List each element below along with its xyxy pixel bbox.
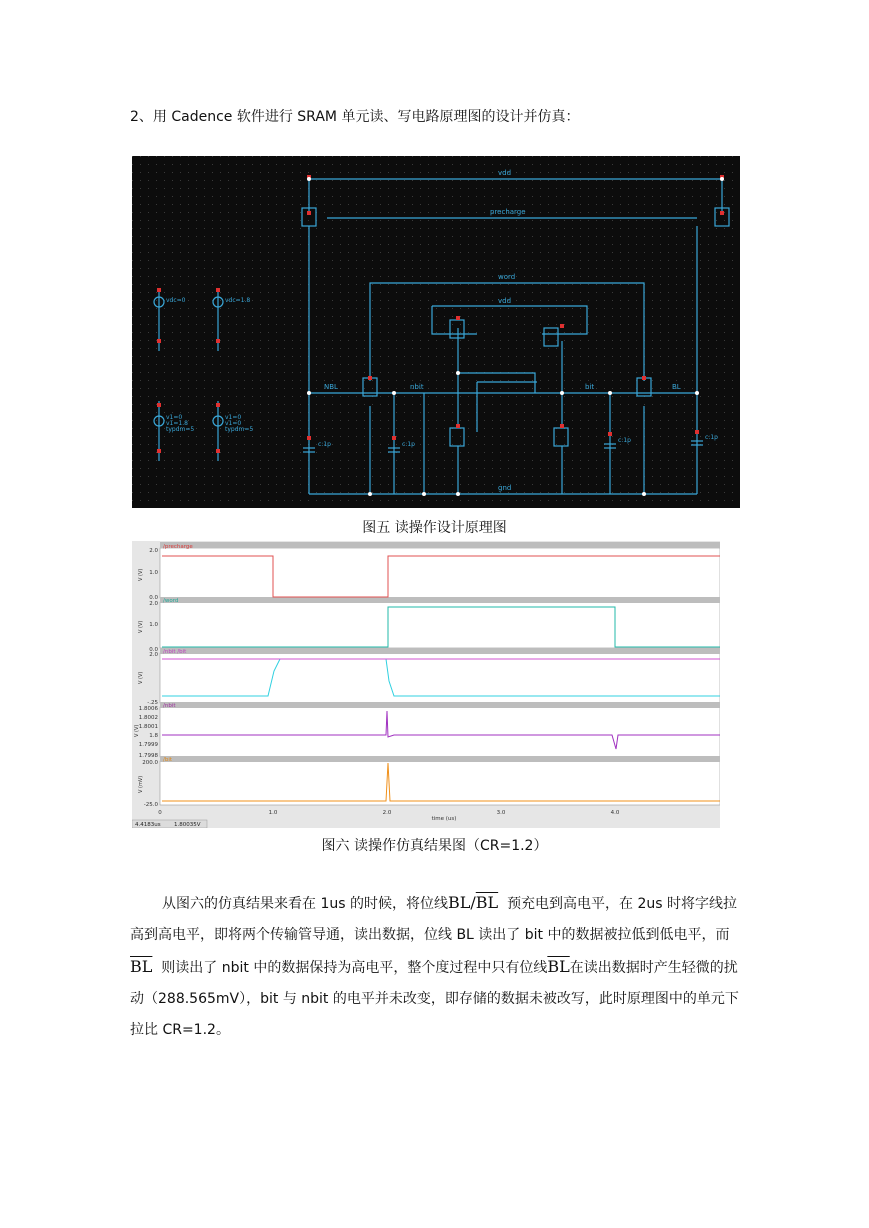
figure5-caption: 图五 读操作设计原理图: [362, 520, 507, 536]
svg-text:1.0: 1.0: [149, 570, 158, 576]
cap-label-3: c:1p: [618, 437, 631, 444]
svg-text:V (V): V (V): [138, 568, 144, 581]
blbar-symbol: $\overline{BL}$: [475, 893, 499, 912]
svg-text:1.8001: 1.8001: [138, 724, 158, 730]
bl-symbol: BL: [447, 893, 471, 912]
svg-text:0.0: 0.0: [149, 595, 158, 601]
xtick-2: 2.0: [382, 810, 392, 816]
schematic-canvas: [132, 156, 740, 508]
svg-text:V (V): V (V): [134, 724, 140, 737]
source-precharge-label-2: v1=1.8: [166, 420, 188, 427]
svg-text:1.7999: 1.7999: [138, 742, 158, 748]
cap-label-2: c:1p: [402, 441, 415, 448]
legend-precharge: /precharge: [163, 544, 193, 550]
para-text-1: 从图六的仿真结果来看在 1us 的时候，将位线: [162, 896, 448, 912]
status-time: 4.4183us: [135, 822, 161, 828]
net-label-nbl: NBL: [324, 383, 338, 391]
legend-nbit: /nbit: [163, 703, 176, 709]
source-precharge-label: v1=0: [166, 414, 183, 421]
svg-text:0.0: 0.0: [149, 647, 158, 653]
xtick-0: 0: [158, 810, 162, 816]
para-text-4: 在读出数据时产生轻微的扰动（288.565mV），bit 与 nbit 的电平并未改变，即存储的数据未被改写，此时原理图中的单元下拉比 CR=1.2。: [130, 960, 739, 1038]
source-word-label-3: typdm=5: [225, 426, 254, 433]
svg-text:1.8: 1.8: [149, 733, 158, 739]
cap-label-4: c:1p: [705, 434, 718, 441]
svg-text:1.8006: 1.8006: [138, 706, 158, 712]
source-word-label: v1=0: [225, 414, 242, 421]
xtick-3: 3.0: [496, 810, 506, 816]
svg-text:V (V): V (V): [138, 620, 144, 633]
cap-label-1: c:1p: [318, 441, 331, 448]
svg-text:-25.0: -25.0: [143, 802, 158, 808]
slash-symbol: /: [470, 893, 476, 912]
svg-text:1.0: 1.0: [149, 622, 158, 628]
body-paragraph: [130, 887, 742, 1046]
para-text-2: 预充电到高电平，在 2us 时将字线拉高到高电平，即将两个传输管导通，读出数据，位线 BL 读出了 bit 中的数据被拉低到低电平，而: [130, 896, 738, 943]
net-label-bit: bit: [585, 383, 595, 391]
xtick-4: 4.0: [610, 810, 620, 816]
svg-text:200.0: 200.0: [142, 760, 158, 766]
legend-bit: /bit: [163, 757, 173, 763]
figure6-caption: 图六 读操作仿真结果图（CR=1.2）: [321, 838, 548, 854]
legend-word: /word: [163, 598, 179, 604]
net-label-precharge: precharge: [490, 208, 526, 216]
svg-text:1.7998: 1.7998: [138, 753, 158, 759]
net-label-nbit: nbit: [410, 383, 424, 391]
xlabel: time (us): [431, 816, 457, 822]
svg-text:V (V): V (V): [138, 671, 144, 684]
simulation-canvas: [132, 541, 720, 828]
schematic-figure: [132, 156, 740, 508]
svg-text:2.0: 2.0: [149, 652, 158, 658]
svg-text:-.25: -.25: [147, 700, 158, 706]
svg-text:V (mV): V (mV): [138, 775, 144, 793]
svg-text:2.0: 2.0: [149, 548, 158, 554]
blbar-symbol-3: $\overline{BL}$: [547, 957, 570, 976]
source-vdd-label: vdc=1.8: [225, 297, 251, 304]
net-label-vdd-inner: vdd: [498, 297, 512, 305]
legend-nbit-bit: /nbit /bit: [163, 649, 187, 655]
svg-text:1.8002: 1.8002: [138, 715, 158, 721]
net-label-word: word: [498, 273, 516, 281]
net-label-gnd: gnd: [498, 484, 512, 492]
source-word-label-2: v1=0: [225, 420, 242, 427]
section-heading: 2、用 Cadence 软件进行 SRAM 单元读、写电路原理图的设计并仿真：: [130, 109, 580, 125]
status-value: 1.80035V: [174, 822, 201, 828]
blbar-symbol-2: $\overline{BL}$: [130, 957, 153, 976]
net-label-bl: BL: [672, 383, 681, 391]
source-precharge-label-3: typdm=5: [166, 426, 195, 433]
net-label-vdd-top: vdd: [498, 169, 512, 177]
xtick-1: 1.0: [268, 810, 278, 816]
para-text-3: 则读出了 nbit 中的数据保持为高电平，整个度过程中只有位线: [161, 960, 548, 976]
simulation-figure: [132, 541, 720, 828]
svg-text:2.0: 2.0: [149, 601, 158, 607]
source-gnd-label: vdc=0: [166, 297, 186, 304]
